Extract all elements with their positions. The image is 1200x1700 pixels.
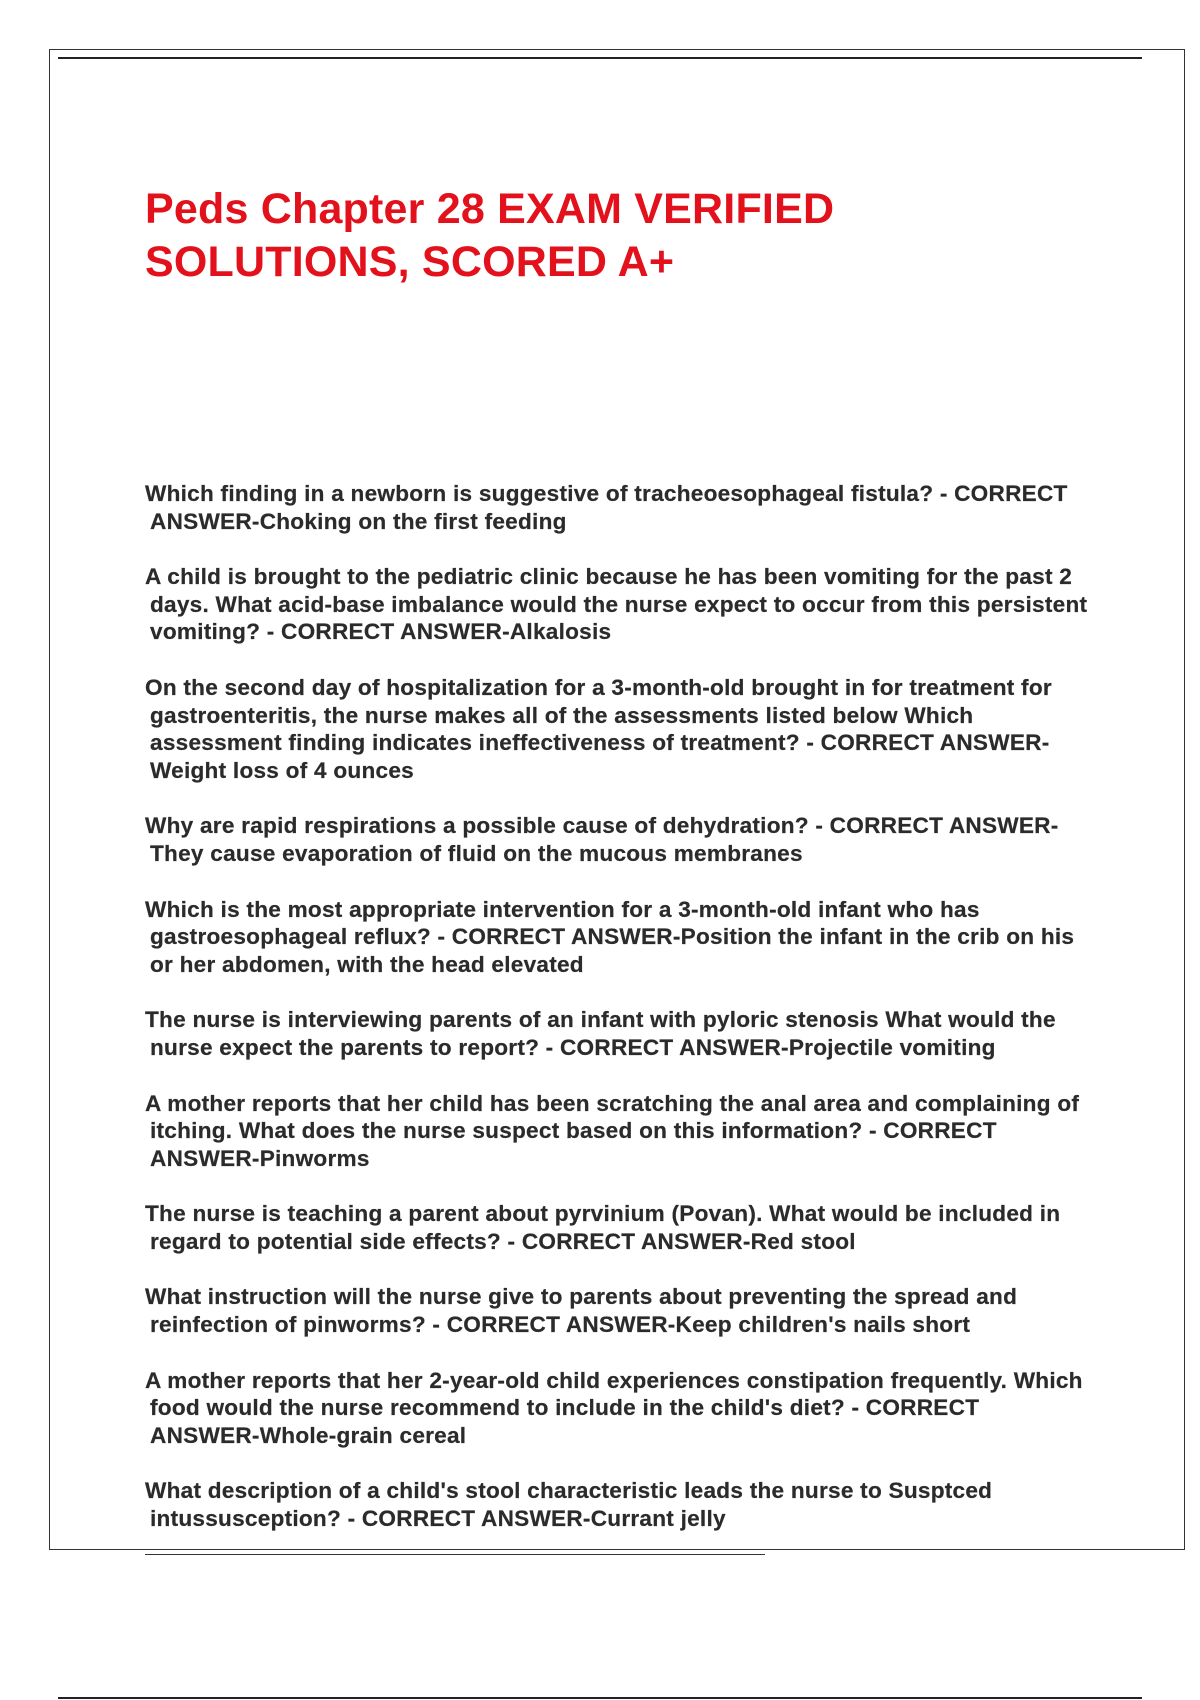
qa-item: The nurse is interviewing parents of an infant with pyloric stenosis What would the nurse expect the parents to report? - CORRECT ANSWER-Projectile vomiting xyxy=(145,1007,1056,1060)
qa-item: Why are rapid respirations a possible cause of dehydration? - CORRECT ANSWER-They cause evaporation of fluid on the mucous membranes xyxy=(145,813,1059,866)
qa-item: On the second day of hospitalization for a 3-month-old brought in for treatment for gastroenteritis, the nurse makes all of the assessments listed below Which assessment finding indicates ineffectiveness of treatment? - CORRECT ANSWER-Weight loss of 4 ounces xyxy=(145,674,1052,783)
qa-item: A mother reports that her 2-year-old child experiences constipation frequently. Which food would the nurse recommend to include in the child's diet? - CORRECT ANSWER-Whole-grain cereal xyxy=(145,1367,1083,1448)
document-title xyxy=(145,183,1105,289)
question-answer-list xyxy=(145,480,1090,1561)
strikethrough-line xyxy=(145,1554,765,1555)
qa-item: A mother reports that her child has been scratching the anal area and complaining of itching. What does the nurse suspect based on this information? - CORRECT ANSWER-Pinworms xyxy=(145,1090,1080,1171)
qa-item: A child is brought to the pediatric clinic because he has been vomiting for the past 2 days. What acid-base imbalance would the nurse expect to occur from this persistent vomiting? - CORRECT ANSWER-Alkalosis xyxy=(145,564,1088,645)
title-line-1: Peds Chapter 28 EXAM VERIFIED xyxy=(145,185,835,233)
qa-item: Which finding in a newborn is suggestive of tracheoesophageal fistula? - CORRECT ANSWER-Choking on the first feeding xyxy=(145,481,1068,534)
qa-item: Which is the most appropriate intervention for a 3-month-old infant who has gastroesophageal reflux? - CORRECT ANSWER-Position the infant in the crib on his or her abdomen, with the head elevated xyxy=(145,896,1075,977)
title-line-2: SOLUTIONS, SCORED A+ xyxy=(145,238,675,286)
bottom-rule xyxy=(58,1697,1142,1699)
qa-item: The nurse is teaching a parent about pyrvinium (Povan). What would be included in regard to potential side effects? - CORRECT ANSWER-Red stool xyxy=(145,1201,1061,1254)
qa-item: What instruction will the nurse give to parents about preventing the spread and reinfection of pinworms? - CORRECT ANSWER-Keep children's nails short xyxy=(145,1284,1018,1338)
qa-item: What description of a child's stool characteristic leads the nurse to Susptced intussusception? - CORRECT ANSWER-Currant jelly xyxy=(145,1478,993,1532)
